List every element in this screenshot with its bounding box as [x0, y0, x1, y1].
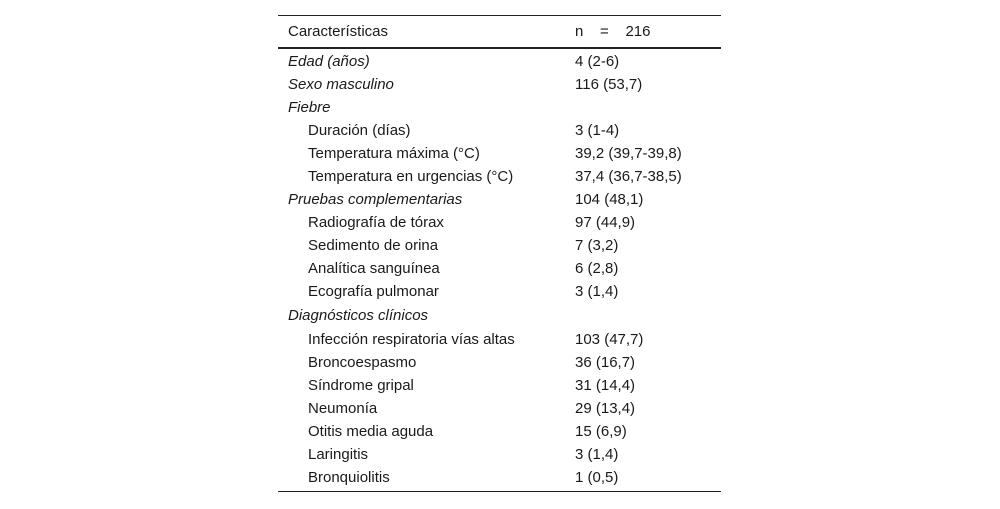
table-row [278, 48, 721, 73]
row-label: Neumonía [308, 400, 378, 417]
table-row [278, 119, 721, 142]
row-label: Bronquiolitis [308, 469, 390, 486]
row-label: Laringitis [308, 446, 369, 463]
row-label: Broncoespasmo [308, 354, 417, 371]
row-label: Fiebre [288, 99, 331, 116]
row-value: 4 (2-6) [575, 53, 620, 70]
table-row [278, 234, 721, 257]
row-value: 7 (3,2) [575, 237, 619, 254]
table-row [278, 374, 721, 397]
header-sample-size: n = 216 [575, 23, 651, 40]
row-value: 3 (1,4) [575, 283, 619, 300]
table-row [278, 211, 721, 234]
row-value: 104 (48,1) [575, 191, 644, 208]
row-value: 116 (53,7) [575, 76, 643, 93]
header-characteristics: Características [288, 23, 389, 40]
row-value: 29 (13,4) [575, 400, 636, 417]
table-row [278, 420, 721, 443]
table-row [278, 328, 721, 351]
row-label: Temperatura en urgencias (°C) [308, 168, 514, 185]
row-label: Sexo masculino [288, 76, 394, 93]
row-value: 6 (2,8) [575, 260, 619, 277]
table-row [278, 257, 721, 280]
table-row [278, 188, 721, 211]
table-row [278, 303, 721, 328]
table-body [278, 48, 721, 492]
characteristics-table [278, 15, 721, 492]
row-value: 37,4 (36,7-38,5) [575, 168, 682, 185]
row-value: 15 (6,9) [575, 423, 627, 440]
row-label: Duración (días) [308, 122, 411, 139]
table-row [278, 96, 721, 119]
row-value: 31 (14,4) [575, 377, 636, 394]
table-row [278, 73, 721, 96]
row-label: Radiografía de tórax [308, 214, 444, 231]
row-label: Infección respiratoria vías altas [308, 331, 515, 348]
table-row [278, 443, 721, 466]
row-label: Temperatura máxima (°C) [308, 145, 480, 162]
row-value [565, 96, 721, 119]
row-label: Otitis media aguda [308, 423, 434, 440]
row-label: Diagnósticos clínicos [288, 307, 429, 324]
row-label: Síndrome gripal [308, 377, 414, 394]
table-row [278, 351, 721, 374]
table-row [278, 466, 721, 492]
table-row [278, 165, 721, 188]
row-value: 39,2 (39,7-39,8) [575, 145, 682, 162]
table-row [278, 280, 721, 303]
row-value: 1 (0,5) [575, 469, 619, 486]
row-label: Pruebas complementarias [288, 191, 463, 208]
header-row [278, 16, 721, 49]
row-label: Sedimento de orina [308, 237, 439, 254]
table-row [278, 397, 721, 420]
row-label: Ecografía pulmonar [308, 283, 439, 300]
row-value: 97 (44,9) [575, 214, 636, 231]
row-label: Analítica sanguínea [308, 260, 440, 277]
table-header [278, 16, 721, 49]
row-label: Edad (años) [288, 53, 370, 70]
characteristics-table-container [278, 15, 721, 492]
row-value: 3 (1,4) [575, 446, 619, 463]
row-value: 103 (47,7) [575, 331, 644, 348]
table-row [278, 142, 721, 165]
row-value [565, 303, 721, 328]
row-value: 36 (16,7) [575, 354, 636, 371]
row-value: 3 (1-4) [575, 122, 620, 139]
